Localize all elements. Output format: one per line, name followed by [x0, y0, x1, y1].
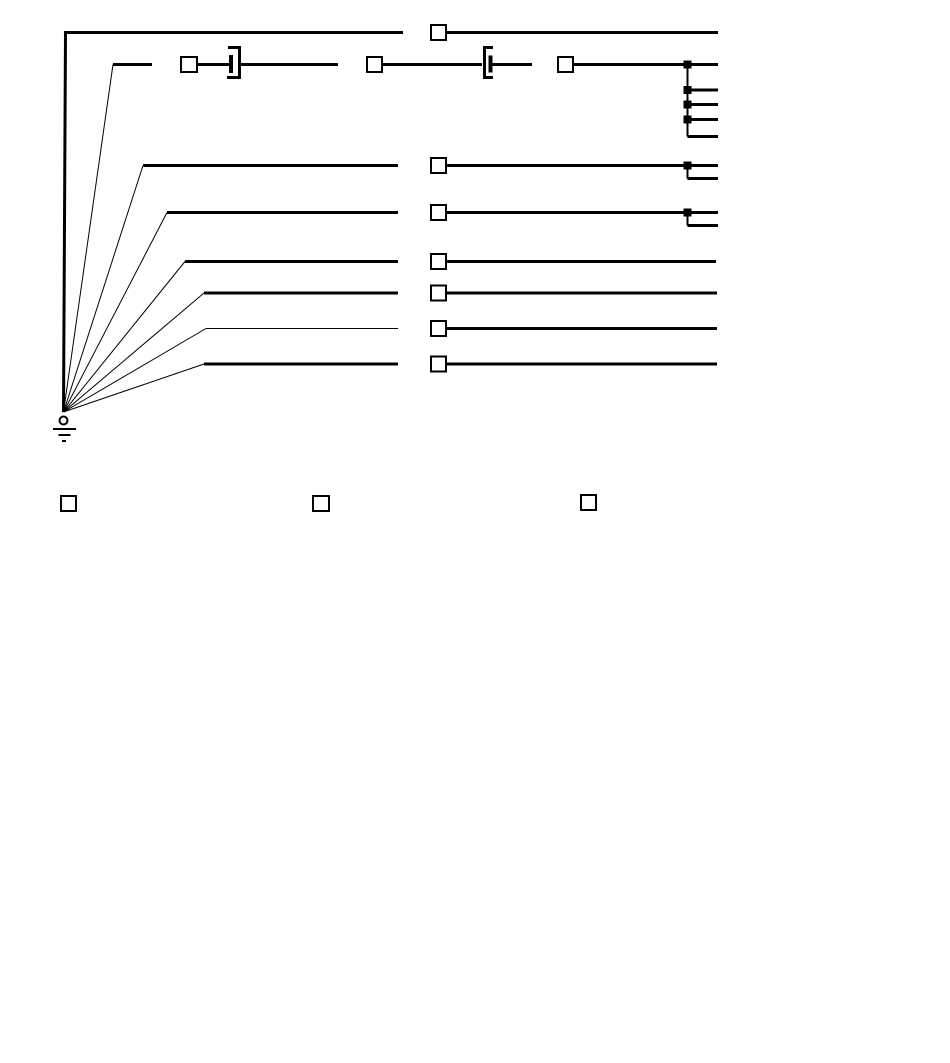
splice-junction-dot — [684, 86, 692, 94]
connector-terminal-box — [558, 57, 573, 72]
connector-pin-bar — [489, 56, 493, 73]
splice-junction-dot — [684, 209, 692, 217]
connector-terminal-box — [431, 286, 446, 301]
connector-terminal-box — [431, 25, 446, 40]
connector-socket-bracket — [227, 48, 240, 78]
splice-junction-dot — [684, 101, 692, 109]
connector-terminal-box — [431, 158, 446, 173]
connector-terminal-box — [181, 57, 197, 72]
connector-pin-bar — [229, 55, 233, 73]
reference-box — [313, 496, 329, 511]
splice-junction-dot — [684, 61, 692, 69]
reference-box — [581, 495, 596, 510]
splice-junction-dot — [684, 116, 692, 124]
connector-terminal-box — [367, 57, 382, 72]
connector-terminal-box — [431, 321, 446, 336]
splice-junction-dot — [684, 162, 692, 170]
connector-terminal-box — [431, 357, 446, 372]
connector-terminal-box — [431, 205, 446, 220]
reference-box — [61, 496, 76, 511]
earth-ground-circle — [60, 417, 68, 425]
wire-top-run-and-ground-riser — [64, 33, 404, 413]
ground-branch-wire — [64, 166, 144, 413]
ground-branch-wire — [64, 293, 205, 412]
connector-terminal-box — [431, 254, 446, 269]
